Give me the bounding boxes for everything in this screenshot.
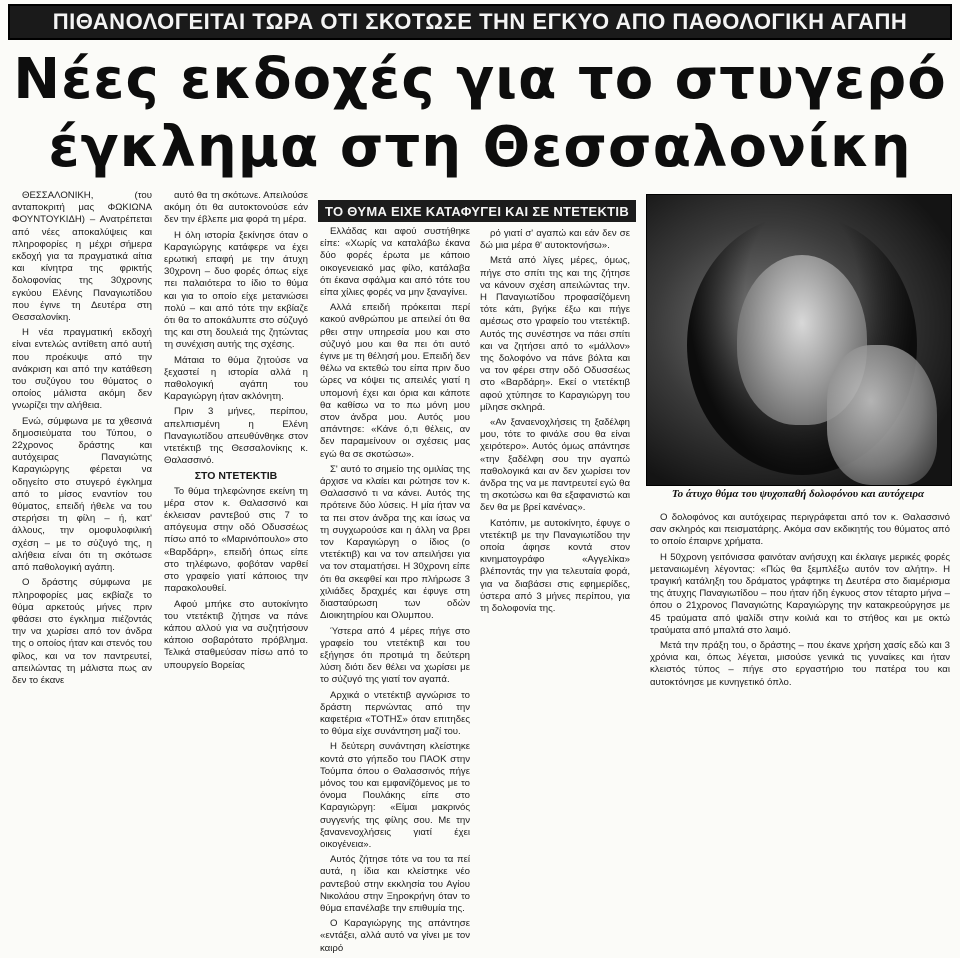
paragraph: ρό γιατί σ' αγαπώ και εάν δεν σε δώ μια μέρα θ' αυτοκτονήσω». [480, 228, 630, 252]
photo-caption: Το άτυχο θύμα του ψυχοπαθή δολοφόνου και αυτόχειρα [671, 488, 925, 500]
paragraph: Το θύμα τηλεφώνησε εκείνη τη μέρα στον κ. Θαλασσινό και έκλεισαν ραντεβού στις 7 το απόγευμα στην οδό Οδυσσέως πίσω από το «Μαρινόπουλο» στο «Βαρδάρη», επειδή όπως είπε στο τηλέφωνο, φοβόταν ναρθεί στο γραφείο γιατί κάποιος την παρακολουθεί. [164, 485, 308, 595]
paragraph: Η 50χρονη γειτόνισσα φαινόταν ανήσυχη και έκλαιγε μερικές φορές μεταναιωμένη λέγοντας: «Πώς θα ξεμπλέξω αυτόν τον αλήτη». Η τραγική κατάληξη του δράματος γράφτηκε τη Δευτέρα στο διαμέρισμα της άτυχης Παναγιωτίδου – που ήταν ήδη έγκυος στον τέταρτο μήνα – όπου ο 21χρονος Παναγιώτης Καραγιώργης την κατακρεούργησε με 45 τραύματα από ψαλίδι στην κοιλιά και το στήθος και με οκτώ τραύματα από μπαλτά στο λαιμό. [650, 551, 950, 636]
headline-line-2: έγκλημα στη Θεσσαλονίκη [48, 115, 912, 180]
column-2 [164, 190, 308, 675]
column-4 [480, 228, 630, 618]
paragraph: Αφού μπήκε στο αυτοκίνητο του ντετέκτιβ ζήτησε να πάνε κάπου αλλού για να συζητήσουν κάποιο σοβαρότατο πρόβλημα. Τελικά σταθμεύσαν πίσω από το υπουργείο Βορείας [164, 598, 308, 671]
paragraph: Ελλάδας και αφού συστήθηκε είπε: «Χωρίς να καταλάβω έκανα δύο φορές έρωτα με κάποιο οικογενειακό μας φίλο, κατάλαβα ότι έκανα σφάλμα και από τότε του είπα χίλιες φορές να μην ξαναγίνει. [320, 226, 470, 299]
headline-line-1: Νέες εκδοχές για το στυγερό [13, 47, 947, 112]
kicker-banner: ΠΙΘΑΝΟΛΟΓΕΙΤΑΙ ΤΩΡΑ ΟΤΙ ΣΚΟΤΩΣΕ ΤΗΝ ΕΓΚΥΟ ΑΠΟ ΠΑΘΟΛΟΓΙΚΗ ΑΓΑΠΗ [8, 4, 952, 40]
victim-photo [646, 194, 952, 486]
paragraph: Αρχικά ο ντετέκτιβ αγνώρισε το δράστη περνώντας από την καφετέρια «ΤΟΤΗΣ» όταν επιτηδες το θύμα είχε συνάντηση μαζί του. [320, 689, 470, 738]
paragraph: Μετά την πράξη του, ο δράστης – που έκανε χρήση χασίς εδώ και 3 χρόνια και, όπως λέγεται, μισούσε γενικά τις γυναίκες και ήταν κλειστός τύπος – πήγε στο εργαστήριο του πατέρα του και αυτοκτόνησε με κυνηγετικό όπλο. [650, 640, 950, 688]
paragraph: Ο δολοφόνος και αυτόχειρας περιγράφεται από τον κ. Θαλασσινό σαν σκληρός και πεισματάρης. Ακόμα σαν εκδικητής του θύματος από το οποίο έπαιρνε χρήματα. [650, 512, 950, 548]
paragraph: ΘΕΣΣΑΛΟΝΙΚΗ, (του ανταποκριτή μας ΦΩΚΙΩΝΑ ΦΟΥΝΤΟΥΚΙΔΗ) – Ανατρέπεται από νέες αποκαλύψεις και πληροφορίες η μέχρι σήμερα εκδοχή για τα πραγματικά αίτια και κίνητρα της φρικτής δολοφονίας της 30χρονης εγκύου Ελένης Παναγιωτίδου που έγινε τη Δευτέρα στη Θεσσαλονίκη. [12, 190, 152, 324]
section-subhead: ΣΤΟ ΝΤΕΤΕΚΤΙΒ [194, 470, 278, 483]
photo-hand-shape [827, 345, 937, 485]
paragraph: Μετά από λίγες μέρες, όμως, πήγε στο σπίτι της και της ζήτησε να κάνουν σχέση απειλώντας την. Η Παναγιωτίδου προφασίζόμενη τότε κάτι, βγήκε έξω και πήγε αμέσως στο γραφείο του ντετέκτιβ. Αυτός της συνέστησε να πάει σπίτι και να ζητήσει από το «μάλλον» της δολοφόνο να πάνε βόλτα και να τον φέρει στην οδό Οδυσσέως στο «Βαρδάρη». Εκεί ο ντετέκτιβ αφού χτύπησε το Καραγιώργη του μίλησε σκληρά. [480, 255, 630, 413]
paragraph: «Αν ξαναενοχλήσεις τη ξαδέλφη μου, τότε το φινάλε σου θα είναι χειρότερο». Αυτός όμως απάντησε «την ξαδέλφη σου την αγαπώ παθολογικά και αν δεν χωρίσει τον άνδρα της να με παντρευτεί εγώ θα τη σκοτώσω και θα εξαφανιστώ και δεν θα με βρεί κανένας». [480, 417, 630, 514]
paragraph: Κατόπιν, με αυτοκίνητο, έφυγε ο ντετέκτιβ με την Παναγιωτίδου την οποία άφησε κοντά στον κινηματογράφο «Αγγελίκα» βλέποντάς την για τελευταία φορά, για να διαβάσει στις εφημερίδες, ύστερα από 3 μήνες περίπου, για τη δολοφονία της. [480, 517, 630, 615]
paragraph: Αυτός ζήτησε τότε να του τα πεί αυτά, η ίδια και κλείστηκε νέο ραντεβού στην εκκλησία του Αγίου Νικολάου στην Ξηροκρήνη όταν το θύμα επανέλαβε την επιθυμία της. [320, 854, 470, 914]
paragraph: αυτό θα τη σκότωνε. Απειλούσε ακόμη ότι θα αυτοκτονούσε εάν δεν την έβλεπε μια φορά τη μέρα. [164, 190, 308, 226]
paragraph: Ο δράστης σύμφωνα με πληροφορίες μας εκβίαζε το θύμα αρκετούς μήνες πριν φθάσει στο έγκλημα πιέζοντάς την να χωρίσει από τον άνδρα της ο οποίος ήταν και στενός του φίλος, και να τον παντρευτεί, απειλώντας τη μάλιστα πως αν δεν το έκανε [12, 577, 152, 686]
paragraph: Σ' αυτό το σημείο της ομιλίας της άρχισε να κλαίει και ρώτησε τον κ. Θαλασσινό τι να κάνει. Αυτός της πρότεινε δύο λύσεις. Η μία ήταν να τα πει στον άνδρα της και ίσως να τη συγχωρούσε και η άλλη να βρει τον Καραγιώργη ο ίδιος (ο ντετέκτιβ) και να τον απειλήσει για να τον σταματήσει. Η 30χρονη είπε ότι θα σκεφθεί και προ πλήρωσε 3 χιλιάδες δραχμές και έφυγε στη διασταύρωση των οδών Διοικητηρίου και Ολυμπου. [320, 463, 470, 622]
column-5 [650, 512, 950, 692]
paragraph: Η όλη ιστορία ξεκίνησε όταν ο Καραγιώργης κατάφερε να έχει ερωτική επαφή με την άτυχη 30χρονη – δυο φορές όπως είχε πει παλαιότερα το ίδιο το θύμα και για το οποίο είχε μετανιώσει πολύ – και από τότε την εκβίαζε ότι θα το αποκάλυπτε στο σύζυγό της και στη δουλειά της ζητώντας τη συνέχιση αυτής της σχέσης. [164, 229, 308, 351]
paragraph: Πριν 3 μήνες, περίπου, απελπισμένη η Ελένη Παναγιωτίδου απευθύνθηκε στον ντετέκτιβ της Θεσσαλονίκης κ. Θαλασσινό. [164, 406, 308, 467]
paragraph: Η δεύτερη συνάντηση κλείστηκε κοντά στο γήπεδο του ΠΑΟΚ στην Τούμπα όπου ο Θαλασσινός πήγε μόνος του και εμφανίζόμενος με το όνομα Πουλάκης είπε στο Καραγιώργη: «Είμαι μακρινός συγγενής της φίλης σου. Με την ξανανενοχλήσεις γιατί έχει οικογένεια». [320, 741, 470, 850]
paragraph: Ενώ, σύμφωνα με τα χθεσινά δημοσιεύματα του Τύπου, ο 22χρονος δράστης και αυτόχειρας Παναγιώτης Καραγιώργης φέρεται να οδηγείτο στο στυγερό έγκλημα από το μίσος εναντίον του θύματος, επειδή ήθελε να του στερήσει τη φίλη – ή, κατ' άλλους, την ομοφυλοφιλική σχέση – με το σύζυγό της, η αλήθεια είναι ότι τη σκότωσε από παθολογική αγάπη. [12, 415, 152, 574]
paragraph: Μάταια το θύμα ζητούσε να ξεχαστεί η ιστορία αλλά η παθολογική αγάπη του Καραγιώργη ήταν ακλόνητη. [164, 354, 308, 403]
paragraph: Ύστερα από 4 μέρες πήγε στο γραφείο του ντετέκτιβ και του εξήγησε ότι προτιμά τη δεύτερη λύση διότι δεν θέλει να χωρίσει με το σύζυγό της γιατί τον αγαπά. [320, 625, 470, 686]
paragraph: Η νέα πραγματική εκδοχή είναι εντελώς αντίθετη από αυτή που προέκυψε από την ανάκριση και από την κατάθεση του συζύγου του θύματος ο οποίος μάλιστα ακόμη δεν γνωρίζει την αλήθεια. [12, 327, 152, 412]
paragraph: Ο Καραγιώργης της απάντησε «εντάξει, αλλά αυτό να γίνει με τον καιρό [320, 918, 470, 954]
column-3 [320, 226, 470, 958]
column-1 [12, 190, 152, 690]
paragraph: Αλλά επειδή πρόκειται περί κακού ανθρώπου με απειλεί ότι θα ρθει στην υπηρεσία μου και στο σύζυγό μου και θα πει ότι αυτό έγινε με τη θέλησή μου. Επειδή δεν θέλω να εκτεθώ του είπα πριν δυο ώρες να κόψει τις απειλές γιατί η υπομονή έχει και όρια και κάποτε θα καθίσω να το πω μόνη μου στον άνδρα μου. Αυτός μου απάντησε: «Κάνε ό,τι θέλεις, αν δεν παραμείνουν οι σχέσεις μας εγώ θα σε σκοτώσω». [320, 302, 470, 460]
headline [10, 46, 950, 182]
sidebar-heading: ΤΟ ΘΥΜΑ ΕΙΧΕ ΚΑΤΑΦΥΓΕΙ ΚΑΙ ΣΕ ΝΤΕΤΕΚΤΙΒ [318, 200, 636, 222]
